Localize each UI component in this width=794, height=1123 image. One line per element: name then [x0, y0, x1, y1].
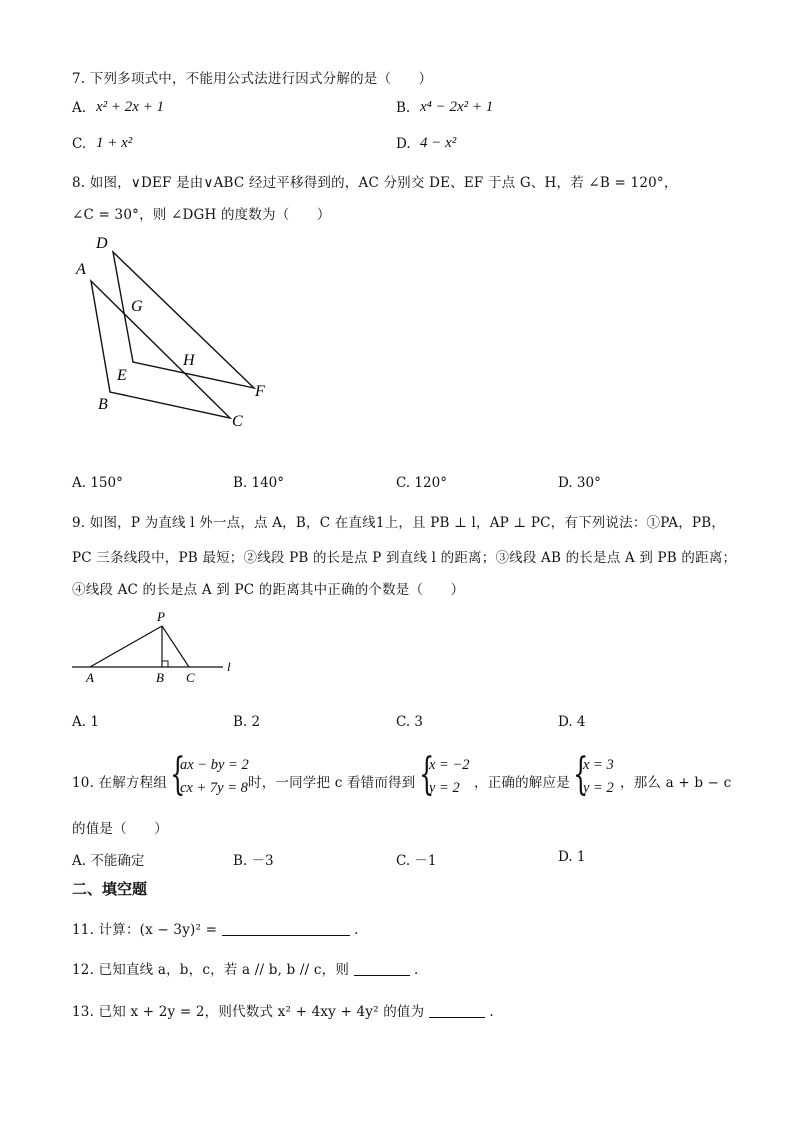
q10-suffix: ，那么 a + b − c [620, 775, 732, 791]
q10-system-1 [170, 749, 250, 803]
q8-option-b: B. 140° [233, 475, 285, 491]
label-C: C [186, 670, 195, 685]
q12-answer-blank[interactable] [354, 961, 410, 976]
q7-option-c-expr: 1 + x² [96, 135, 133, 151]
q7-option-d-expr: 4 − x² [420, 135, 457, 151]
brace-icon: { [170, 749, 186, 800]
label-B: B [98, 396, 108, 413]
q9-figure [68, 608, 248, 690]
q10-option-c: C. －1 [396, 853, 437, 869]
label-B: B [156, 670, 164, 685]
q10-stem-line2: 的值是（ ） [72, 821, 168, 837]
q7-option-a-letter: A. [72, 100, 87, 116]
label-F: F [255, 383, 265, 400]
q9-option-a: A. 1 [72, 714, 99, 730]
q13-text: 13. 已知 x + 2y = 2，则代数式 x² + 4xy + 4y² 的值为 [72, 1004, 425, 1020]
system-1-eq-2: cx + 7y = 8 [180, 780, 248, 796]
label-G: G [131, 298, 143, 315]
brace-icon: { [419, 749, 435, 800]
q10-middle2: ，正确的解应是 [474, 775, 570, 791]
q10-option-d: D. 1 [558, 849, 586, 865]
q10-middle: 时，一同学把 c 看错而得到 [248, 775, 416, 791]
q9-option-d: D. 4 [558, 714, 586, 730]
q7-option-d-letter: D. [396, 136, 411, 152]
q7-option-b-expr: x⁴ − 2x² + 1 [420, 99, 494, 115]
system-3-eq-1: x = 3 [583, 757, 614, 773]
q11-end: . [354, 922, 359, 938]
system-2-eq-1: x = −2 [429, 757, 470, 773]
q12-end: . [414, 962, 419, 978]
brace-icon: { [573, 749, 589, 800]
q9-stem-line1: 9. 如图，P 为直线 l 外一点，点 A，B，C 在直线1上，且 PB ⊥ l，AP ⊥ PC，有下列说法：①PA，PB， [72, 515, 726, 531]
q8-option-a: A. 150° [72, 475, 123, 491]
q10-option-b: B. －3 [233, 853, 274, 869]
q8-option-d: D. 30° [558, 475, 601, 491]
q7-option-c-letter: C. [72, 136, 87, 152]
triangle-abc [91, 281, 230, 418]
label-P: P [157, 609, 165, 624]
q13-answer-blank[interactable] [429, 1003, 485, 1018]
q8-stem-line1: 8. 如图，∨DEF 是由∨ABC 经过平移得到的，AC 分别交 DE、EF 于点 G、H，若 ∠B = 120°， [72, 175, 678, 191]
q7-option-b-letter: B. [396, 100, 411, 116]
label-H: H [183, 352, 195, 369]
q12-text: 12. 已知直线 a，b，c，若 a // b, b // c，则 [72, 962, 350, 978]
q8-figure [70, 230, 290, 435]
q9-stem-line2: PC 三条线段中，PB 最短；②线段 PB 的长是点 P 到直线 l 的距离；③线段 AB 的长是点 A 到 PB 的距离； [72, 550, 737, 566]
q7-stem: 7. 下列多项式中，不能用公式法进行因式分解的是（ ） [72, 71, 433, 87]
label-C: C [232, 413, 243, 430]
q9-stem-line3: ④线段 AC 的长是点 A 到 PC 的距离其中正确的个数是（ ） [72, 582, 465, 598]
q10-system-3 [573, 749, 623, 803]
q9-option-b: B. 2 [233, 714, 261, 730]
q7-option-a-expr: x² + 2x + 1 [96, 99, 165, 115]
system-2-eq-2: y = 2 [429, 780, 460, 796]
q11-text: 11. 计算：(x − 3y)² = [72, 922, 218, 938]
q10-system-2 [419, 749, 477, 803]
system-1-eq-1: ax − by = 2 [180, 757, 249, 773]
q8-stem-line2: ∠C = 30°，则 ∠DGH 的度数为（ ） [72, 207, 331, 223]
q10-option-a: A. 不能确定 [72, 853, 145, 869]
label-E: E [117, 367, 127, 384]
q12-row [72, 958, 419, 978]
segment-pa [90, 626, 162, 667]
q11-row [72, 918, 359, 938]
section-2-heading: 二、填空题 [72, 880, 148, 898]
label-A: A [86, 670, 94, 685]
right-angle-mark [162, 661, 168, 667]
label-D: D [96, 235, 108, 252]
q13-row [72, 1000, 494, 1020]
q10-prefix: 10. 在解方程组 [72, 775, 168, 791]
system-3-eq-2: y = 2 [583, 780, 614, 796]
label-A: A [76, 261, 86, 278]
q13-end: . [489, 1004, 494, 1020]
q9-option-c: C. 3 [396, 714, 424, 730]
label-l: l [227, 659, 231, 674]
q11-answer-blank[interactable] [222, 921, 350, 936]
q8-option-c: C. 120° [396, 475, 447, 491]
